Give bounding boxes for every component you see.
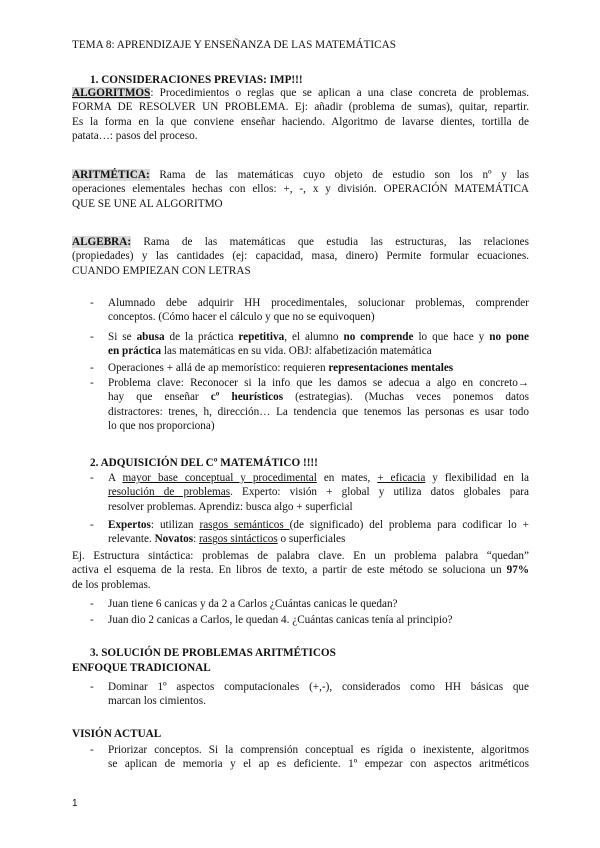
- example-2: Juan dio 2 canicas a Carlos, le quedan 4. ¿Cuántas canicas tenía al principio?: [108, 614, 453, 626]
- bullet-dash: -: [90, 297, 94, 309]
- example-1: Juan tiene 6 canicas y da 2 a Carlos ¿Cuántas canicas le quedan?: [108, 598, 398, 610]
- section-3-heading: 3. SOLUCIÓN DE PROBLEMAS ARITMÉTICOS: [90, 647, 336, 659]
- section-2-heading: 2. ADQUISICIÓN DEL Cº MATEMÁTICO !!!!: [90, 457, 318, 469]
- aritmetica-paragraph: ARITMÉTICA: Rama de las matemáticas cuyo objeto de estudio son los nº y las operaciones elementales hechas con ellos: +, -, x y división. OPERACIÓN MATEMÁTICA QUE SE UNE AL ALGORITMO: [72, 169, 529, 210]
- algoritmos-term: ALGORITMOS: [72, 87, 151, 99]
- bullet-dash: -: [90, 614, 94, 626]
- page-number: 1: [72, 798, 78, 809]
- bullet-dash: -: [90, 472, 94, 484]
- algebra-term: ALGEBRA:: [72, 236, 132, 248]
- bullet-representaciones: Operaciones + allá de ap memorístico: requieren representaciones mentales: [108, 362, 454, 374]
- bullet-problema-clave: Problema clave: Reconocer si la info que les damos se adecua a algo en concreto→ hay que enseñar cº heurísticos (estrategias). (Muchas veces ponemos datos distractores: trenes, h, dirección… La tendencia que tenemos las personas es usar todo lo que nos proporciona): [108, 377, 529, 433]
- bullet-dash: -: [90, 377, 94, 389]
- subheading-enfoque-tradicional: ENFOQUE TRADICIONAL: [72, 662, 211, 674]
- bullet-dash: -: [90, 598, 94, 610]
- section-1-heading: 1. CONSIDERACIONES PREVIAS: IMP!!!: [90, 74, 303, 86]
- bullet-procedimentales: Alumnado debe adquirir HH procedimentales, solucionar problemas, comprender conceptos. (Cómo hacer el cálculo y que no se equivoquen): [108, 297, 529, 324]
- document-title: TEMA 8: APRENDIZAJE Y ENSEÑANZA DE LAS MATEMÁTICAS: [72, 39, 396, 51]
- bullet-dash: -: [90, 681, 94, 693]
- algebra-paragraph: ALGEBRA: Rama de las matemáticas que estudia las estructuras, las relaciones (propiedades) y las cantidades (ej: capacidad, masa, dinero) Permite formular ecuaciones. CUANDO EMPIEZAN CON LETRAS: [72, 236, 529, 277]
- bullet-dash: -: [90, 331, 94, 343]
- subheading-vision-actual: VISIÓN ACTUAL: [72, 728, 162, 740]
- bullet-dash: -: [90, 744, 94, 756]
- bullet-expertos-novatos: Expertos: utilizan rasgos semánticos (de significado) del problema para codificar lo + relevante. Novatos: rasgos sintácticos o superficiales: [108, 519, 529, 546]
- ejemplo-paragraph: Ej. Estructura sintáctica: problemas de palabra clave. En un problema palabra “quedan” activa el esquema de la resta. En libros de texto, a partir de este método se soluciona un 97% de los problemas.: [72, 550, 529, 591]
- bullet-dash: -: [90, 519, 94, 531]
- bullet-base-conceptual: A mayor base conceptual y procedimental en mates, + eficacia y flexibilidad en la resolución de problemas. Experto: visión + global y utiliza datos globales para resolver problemas. Aprendiz: busca algo + superficial: [108, 472, 529, 513]
- bullet-abusa-practica: Si se abusa de la práctica repetitiva, el alumno no comprende lo que hace y no pone en práctica las matemáticas en su vida. OBJ: alfabetización matemática: [108, 331, 529, 358]
- algoritmos-paragraph: ALGORITMOS: Procedimientos o reglas que se aplican a una clase concreta de problemas. FORMA DE RESOLVER UN PROBLEMA. Ej: añadir (problema de sumas), quitar, repartir. Es la forma en la que conviene enseñar haciendo. Algoritmo de lavarse dientes, tortilla de patata…: pasos del proceso.: [72, 87, 529, 143]
- bullet-priorizar: Priorizar conceptos. Si la comprensión conceptual es rígida o inexistente, algoritmos se aplican de memoria y el ap es deficiente. 1º empezar con aspectos aritméticos: [108, 744, 529, 771]
- bullet-dash: -: [90, 362, 94, 374]
- bullet-dominar: Dominar 1º aspectos computacionales (+,-), considerados como HH básicas que marcan los cimientos.: [108, 681, 529, 708]
- aritmetica-term: ARITMÉTICA:: [72, 169, 150, 181]
